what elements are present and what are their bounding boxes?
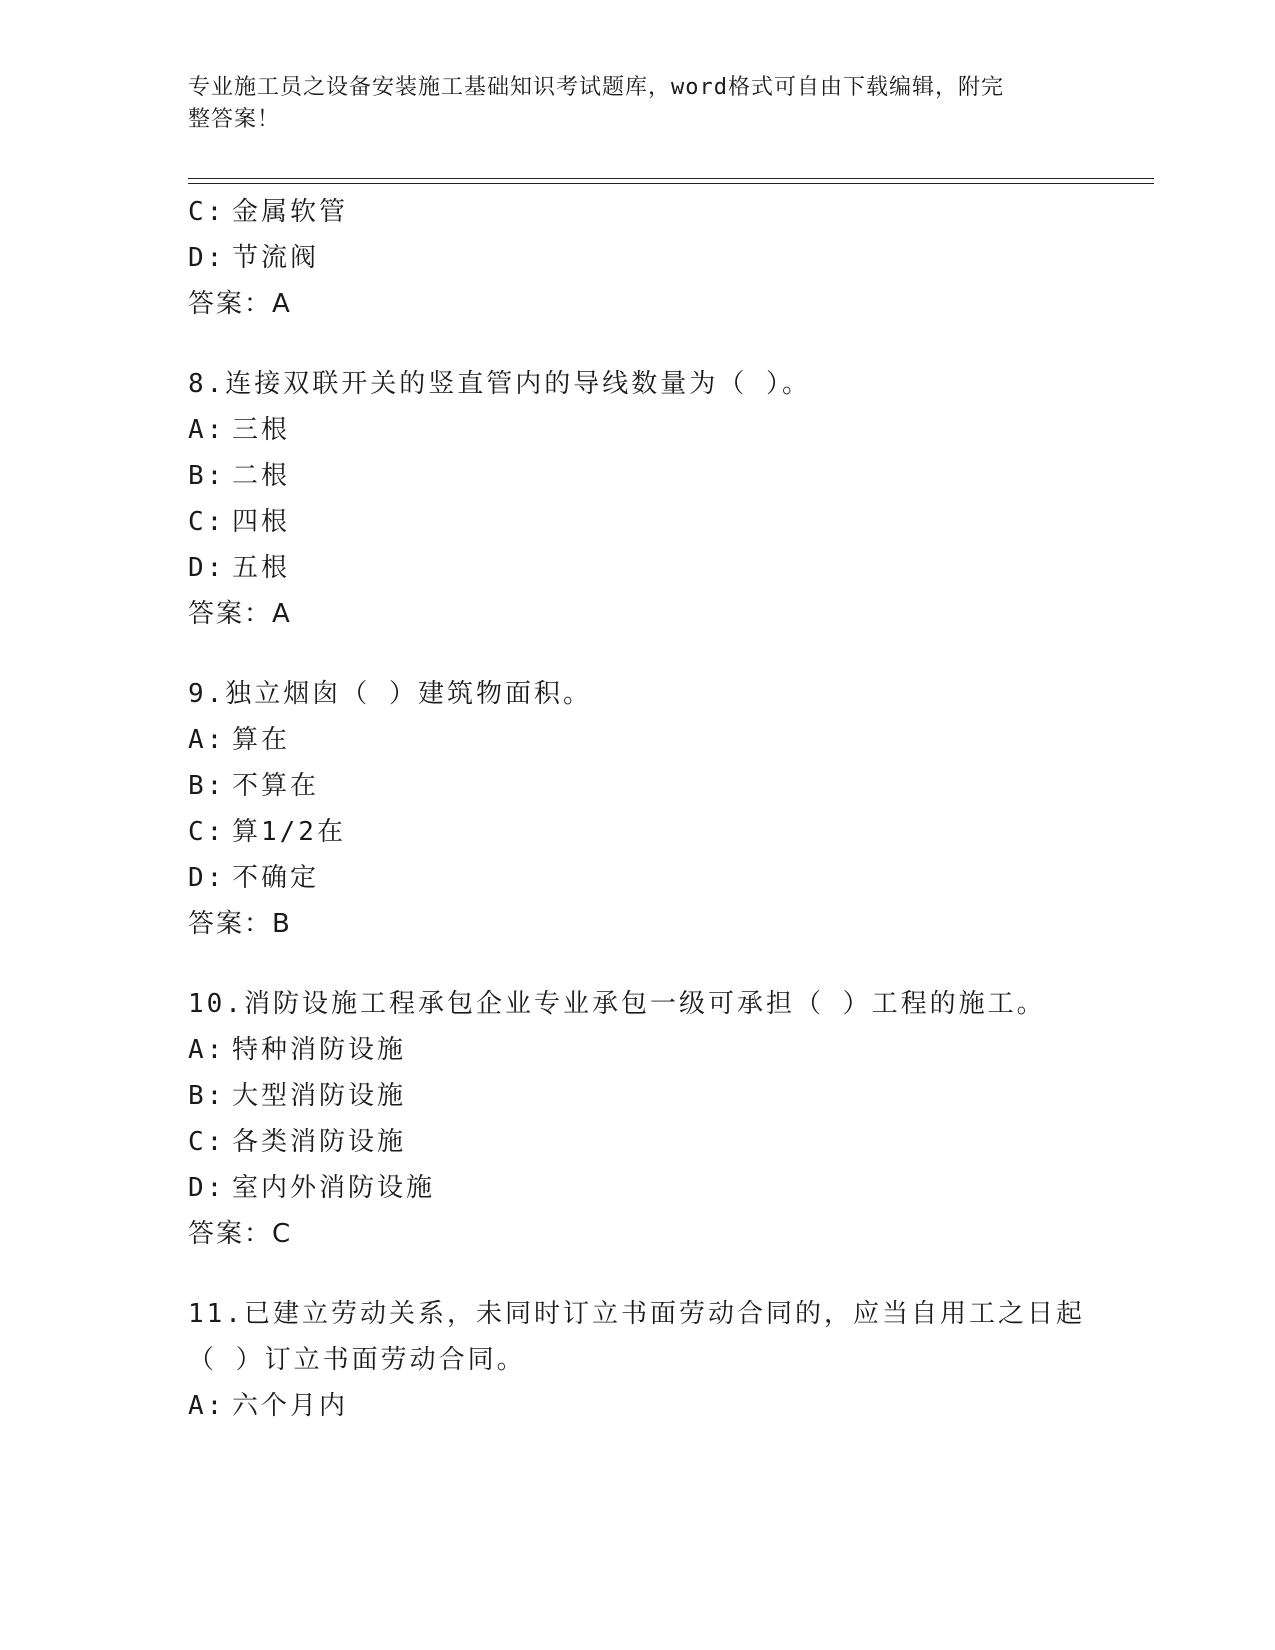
option-label: D: <box>188 553 226 583</box>
question-spacer <box>188 327 1088 361</box>
option-c <box>188 499 1088 545</box>
option-label: C: <box>188 197 226 227</box>
option-text: 二根 <box>232 461 291 491</box>
option-label: D: <box>188 863 226 893</box>
option-c <box>188 809 1088 855</box>
option-a <box>188 407 1088 453</box>
question-10 <box>188 981 1088 1257</box>
option-a <box>188 1383 1088 1429</box>
document-header <box>188 72 1068 136</box>
option-label: A: <box>188 1035 226 1065</box>
option-label: B: <box>188 461 226 491</box>
option-label: C: <box>188 817 226 847</box>
option-label: A: <box>188 725 226 755</box>
question-stem: 8.连接双联开关的竖直管内的导线数量为（ ）。 <box>188 369 811 399</box>
question-7-continuation <box>188 189 1088 327</box>
header-divider-top <box>188 178 1154 179</box>
answer-line: 答案：A <box>188 289 292 319</box>
answer-line: 答案：C <box>188 1219 293 1249</box>
option-text: 五根 <box>232 553 291 583</box>
option-text: 大型消防设施 <box>232 1081 407 1111</box>
option-d <box>188 1165 1088 1211</box>
option-b <box>188 453 1088 499</box>
question-stem-line-1: 11.已建立劳动关系，未同时订立书面劳动合同的，应当自用工之日起 <box>188 1299 1085 1329</box>
question-8 <box>188 361 1088 637</box>
option-text: 三根 <box>232 415 291 445</box>
option-text: 特种消防设施 <box>232 1035 407 1065</box>
header-line-1: 专业施工员之设备安装施工基础知识考试题库，word格式可自由下载编辑，附完 <box>188 75 1004 100</box>
answer-line: 答案：A <box>188 599 292 629</box>
question-9 <box>188 671 1088 947</box>
option-text: 六个月内 <box>232 1391 349 1421</box>
option-text: 节流阀 <box>232 243 320 273</box>
option-text: 不算在 <box>232 771 320 801</box>
option-text: 算在 <box>232 725 291 755</box>
option-d <box>188 855 1088 901</box>
option-text: 室内外消防设施 <box>232 1173 436 1203</box>
option-a <box>188 1027 1088 1073</box>
option-label: D: <box>188 1173 226 1203</box>
question-spacer <box>188 637 1088 671</box>
header-line-2: 整答案！ <box>188 107 281 132</box>
option-label: A: <box>188 415 226 445</box>
question-stem-line-2: （ ）订立书面劳动合同。 <box>188 1345 526 1375</box>
option-text: 不确定 <box>232 863 320 893</box>
option-d <box>188 545 1088 591</box>
option-a <box>188 717 1088 763</box>
option-text: 算1/2在 <box>232 817 346 847</box>
option-text: 各类消防设施 <box>232 1127 407 1157</box>
option-label: B: <box>188 771 226 801</box>
option-label: C: <box>188 507 226 537</box>
option-label: D: <box>188 243 226 273</box>
question-spacer <box>188 1257 1088 1291</box>
option-text: 四根 <box>232 507 291 537</box>
question-stem: 10.消防设施工程承包企业专业承包一级可承担（ ）工程的施工。 <box>188 989 1046 1019</box>
option-c <box>188 1119 1088 1165</box>
question-spacer <box>188 947 1088 981</box>
option-label: B: <box>188 1081 226 1111</box>
question-11 <box>188 1291 1088 1429</box>
option-label: C: <box>188 1127 226 1157</box>
option-label: A: <box>188 1391 226 1421</box>
option-b <box>188 1073 1088 1119</box>
header-divider-bottom <box>188 183 1154 184</box>
option-d <box>188 235 1088 281</box>
answer-line: 答案：B <box>188 909 292 939</box>
document-body <box>188 189 1088 1429</box>
option-c <box>188 189 1088 235</box>
option-text: 金属软管 <box>232 197 349 227</box>
option-b <box>188 763 1088 809</box>
question-stem: 9.独立烟囱（ ）建筑物面积。 <box>188 679 592 709</box>
